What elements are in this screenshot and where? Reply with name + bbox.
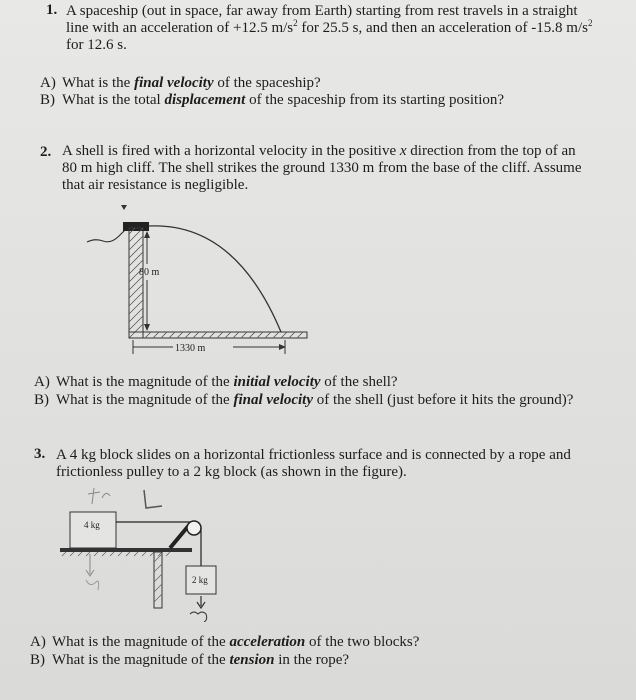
question-1-part-a: A) What is the final velocity of the spaceship? <box>40 75 321 91</box>
question-1-line-3: for 12.6 s. <box>66 37 127 53</box>
weight-arrow-4kg-icon <box>86 554 94 576</box>
question-2-line-2: 80 m high cliff. The shell strikes the ground 1330 m from the base of the cliff. Assume <box>62 160 582 176</box>
question-2-text <box>62 143 636 194</box>
weight-arrow-2kg-icon <box>197 596 205 608</box>
height-label: 80 m <box>139 267 160 278</box>
handwriting-tension <box>144 490 162 508</box>
table-leg-hatching <box>154 554 162 602</box>
ground-hatching <box>145 332 303 338</box>
question-3-line-1: A 4 kg block slides on a horizontal frictionless surface and is connected by a rope and <box>56 447 571 463</box>
handwriting-mg-2 <box>190 612 207 622</box>
question-2-line-1: A shell is fired with a horizontal velocity in the positive x direction from the top of an <box>62 143 576 159</box>
block-2kg-label: 2 kg <box>192 575 208 585</box>
question-2-part-b: B) What is the magnitude of the final velocity of the shell (just before it hits the ground)? <box>34 392 574 408</box>
block-4kg <box>70 512 116 548</box>
question-1-line-2: line with an acceleration of +12.5 $m/s^2$ for 25.5 s, and then an acceleration of -15.8 $m/s^2$ <box>66 18 593 36</box>
question-1-part-b: B) What is the total displacement of the spaceship from its starting position? <box>40 92 505 108</box>
distance-label: 1330 m <box>175 343 206 354</box>
cliff-diagram <box>85 198 315 358</box>
arrow-down-icon <box>144 324 150 331</box>
cliff-hatching <box>129 228 143 338</box>
cannon-icon <box>123 222 149 231</box>
arrow-up-icon <box>144 231 150 238</box>
handwriting-normal-force <box>88 488 110 504</box>
question-2-part-a: A) What is the magnitude of the initial velocity of the shell? <box>34 374 398 390</box>
question-3-part-a: A) What is the magnitude of the acceleration of the two blocks? <box>30 634 420 650</box>
table-surface <box>60 548 192 552</box>
block-4kg-label: 4 kg <box>84 520 100 530</box>
velocity-arrow-icon <box>121 205 127 210</box>
question-1-number: 1. <box>46 2 58 18</box>
question-3-text <box>56 447 636 481</box>
pulley-diagram <box>50 482 250 622</box>
handwriting-mg-1 <box>86 580 99 590</box>
terrain-line <box>87 228 127 242</box>
trajectory-curve <box>149 226 281 332</box>
question-2-number: 2. <box>40 144 52 160</box>
question-1-line-1: A spaceship (out in space, far away from Earth) starting from rest travels in a straight <box>66 3 578 19</box>
question-3-part-b: B) What is the magnitude of the tension in the rope? <box>30 652 350 668</box>
question-3-number: 3. <box>34 446 46 462</box>
question-1-text <box>66 3 636 54</box>
question-2-line-3: that air resistance is negligible. <box>62 177 249 193</box>
pulley-icon <box>187 521 201 535</box>
question-3-line-2: frictionless pulley to a 2 kg block (as shown in the figure). <box>56 464 407 480</box>
